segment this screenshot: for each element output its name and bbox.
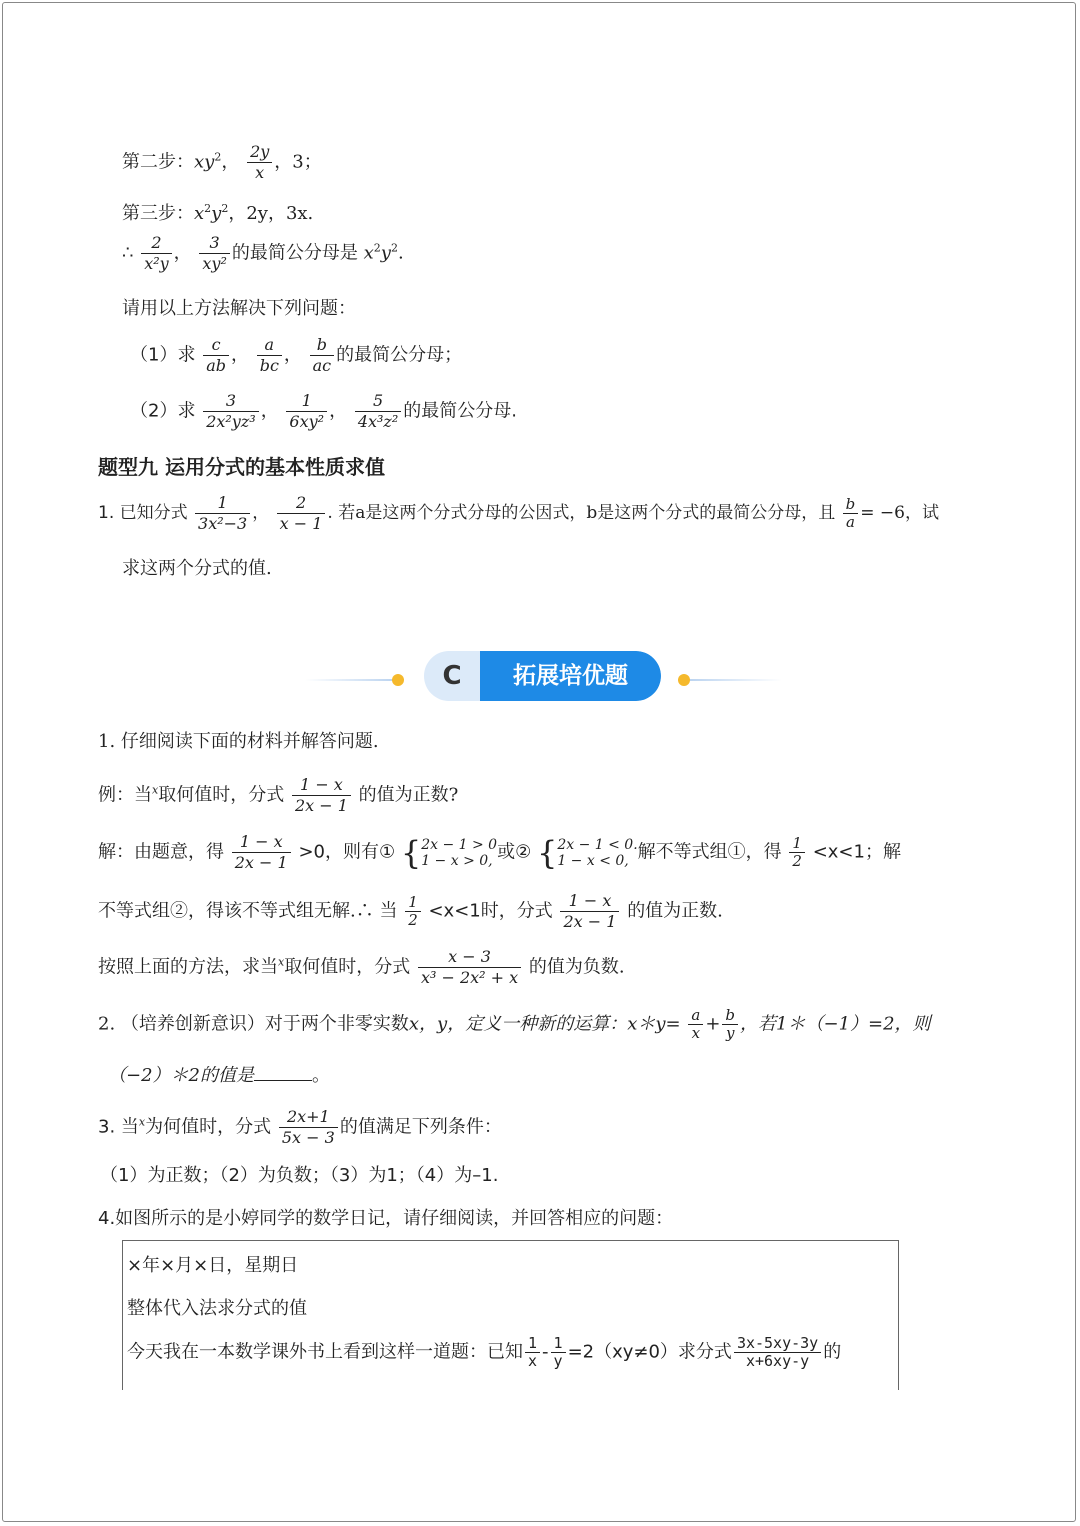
banner-dot-right: [678, 674, 690, 686]
answer-term-b: y: [380, 242, 391, 264]
fraction-numerator: 2x+1: [279, 1107, 338, 1128]
fraction-numerator: 1: [405, 894, 421, 912]
c1-solution: [98, 832, 901, 873]
c2-problem: [98, 1007, 931, 1042]
fraction: [199, 233, 229, 274]
fraction-numerator: a: [688, 1007, 703, 1025]
p9-tail: = −6，试: [860, 503, 939, 523]
fraction-numerator: 5: [355, 391, 401, 412]
fraction-denominator: 2x²yz³: [206, 412, 256, 431]
c3-conditions: （1）为正数；（2）为负数；（3）为1；（4）为–1.: [100, 1165, 499, 1186]
fraction-denominator: bc: [259, 356, 279, 375]
inequality-system-1: [421, 837, 497, 869]
sep: ，: [221, 151, 240, 173]
fraction: [418, 947, 521, 988]
text: ，若1＊（−1）=2，则: [740, 1013, 931, 1035]
sep: ，: [329, 400, 348, 422]
text: 解：由题意，得: [98, 841, 224, 863]
fraction-denominator: y: [725, 1024, 735, 1042]
text: <x<1时，分式: [428, 900, 553, 922]
fraction-numerator: 1 − x: [560, 891, 619, 912]
fraction-denominator: x²y: [144, 254, 169, 273]
ineq: 2x − 1 > 0: [421, 836, 498, 853]
answer-blank[interactable]: [254, 1062, 312, 1081]
text: 。: [312, 1065, 330, 1086]
fraction-denominator: 2: [408, 911, 418, 929]
fraction-numerator: c: [203, 335, 229, 356]
step2-fraction: [247, 142, 272, 183]
text: 的值为正数.: [627, 900, 723, 922]
fraction-numerator: 1: [525, 1335, 540, 1353]
text: （−2）＊2的值是: [108, 1065, 254, 1086]
diary-date: ×年×月×日，星期日: [127, 1255, 299, 1276]
text: x，y，定义一种新的运算：: [408, 1013, 628, 1035]
p9-intro: 1. 已知分式: [98, 503, 188, 523]
c1-example: [98, 775, 458, 816]
banner-line-left: [305, 679, 393, 681]
exp: 2: [204, 202, 212, 215]
fraction: [257, 335, 282, 376]
brace-icon: {: [400, 833, 422, 872]
fraction-denominator: ab: [206, 356, 226, 375]
text: 今天我在一本数学课外书上看到这样一道题：已知: [127, 1341, 523, 1363]
fraction: [277, 493, 326, 534]
fraction-numerator: 3x-5xy-3y: [734, 1335, 821, 1353]
step2-term1-exp: 2: [214, 150, 222, 164]
fraction-numerator: 2y: [247, 142, 272, 163]
text: 取何值时，分式: [284, 956, 411, 978]
fraction-numerator: 1: [195, 493, 250, 514]
c4-intro: 4.如图所示的是小婷同学的数学日记，请仔细阅读，并回答相应的问题：: [98, 1208, 674, 1229]
fraction: [734, 1335, 821, 1370]
brace-icon: {: [536, 833, 558, 872]
text: 为何值时，分式: [145, 1116, 272, 1138]
c1-intro: 1. 仔细阅读下面的材料并解答问题.: [98, 731, 379, 752]
question-1: [130, 335, 462, 376]
banner-dot-left: [392, 674, 404, 686]
p9-mid: . 若a是这两个分式分母的公因式，b是这两个分式的最简公分母，且: [327, 503, 836, 523]
fraction: [195, 493, 250, 534]
fraction-numerator: 1 − x: [292, 775, 351, 796]
fraction-denominator: x: [528, 1352, 538, 1370]
fraction-numerator: 1: [551, 1335, 566, 1353]
fraction-numerator: 2: [277, 493, 326, 514]
text: 的值为负数.: [528, 956, 625, 978]
banner-line-right: [690, 679, 782, 681]
answer-term: x: [363, 242, 374, 264]
var-x: x: [152, 783, 159, 797]
inequality-system-2: [557, 837, 637, 869]
text: -: [542, 1341, 549, 1363]
fraction-numerator: b: [843, 496, 859, 514]
ineq: 1 − x > 0,: [421, 852, 493, 869]
fraction: [551, 1335, 566, 1370]
fraction-denominator: x: [691, 1024, 701, 1042]
therefore-line: [122, 233, 404, 274]
problem-9-1: [98, 493, 939, 534]
fraction-numerator: 3: [199, 233, 229, 254]
sep: ，: [252, 503, 270, 523]
problem-9-1-line2: 求这两个分式的值.: [122, 558, 272, 579]
ineq: 2x − 1 < 0.: [557, 836, 638, 853]
fraction-numerator: b: [310, 335, 335, 356]
q2-label: （2）求: [130, 400, 196, 422]
exp: 2: [390, 241, 398, 255]
question-2: [130, 391, 517, 432]
q1-tail: 的最简公分母；: [336, 344, 463, 366]
fraction-half: [789, 835, 805, 870]
fraction-denominator: y: [553, 1352, 563, 1370]
fraction: [843, 496, 859, 531]
fraction-denominator: ac: [312, 356, 332, 375]
fraction-numerator: 2: [141, 233, 171, 254]
step3-label: 第三步：: [122, 203, 194, 224]
fraction-denominator: 6xy²: [289, 412, 325, 431]
text: 按照上面的方法，求当: [98, 956, 278, 978]
text: 的: [823, 1341, 842, 1363]
fraction: [722, 1007, 738, 1042]
step2-label: 第二步：: [122, 151, 194, 173]
fraction-denominator: x: [255, 163, 265, 182]
fraction: [141, 233, 171, 274]
sep: ，: [274, 151, 293, 173]
step3-term-b: y: [211, 203, 222, 224]
text: 例：当: [98, 784, 152, 806]
fraction-denominator: 2x − 1: [234, 853, 288, 872]
var-x: x: [278, 955, 285, 969]
fraction-denominator: xy²: [202, 254, 227, 273]
fraction-denominator: 5x − 3: [281, 1128, 335, 1147]
c3-problem: [98, 1107, 502, 1148]
diary-box: [122, 1240, 899, 1390]
text: 取何值时，分式: [158, 784, 285, 806]
text: >0，则有①: [298, 841, 396, 863]
fraction: [279, 1107, 338, 1148]
fraction-numerator: b: [722, 1007, 738, 1025]
text: 的值满足下列条件：: [339, 1116, 502, 1138]
therefore-symbol: ∴: [122, 242, 134, 264]
c1-solution-line3: [98, 891, 723, 932]
text: 解不等式组①，得: [637, 841, 782, 863]
fraction-half: [405, 894, 421, 929]
c2-line2: [108, 1062, 330, 1088]
fraction-denominator: x − 1: [279, 514, 323, 533]
q1-label: （1）求: [130, 344, 196, 366]
text: 的值为正数?: [358, 784, 459, 806]
sep: ，: [260, 400, 279, 422]
sep: ，: [283, 344, 302, 366]
fraction-numerator: 1 − x: [232, 832, 291, 853]
exp: 2: [373, 241, 381, 255]
sep: ，: [173, 242, 192, 264]
step3-line: [122, 197, 313, 226]
fraction: [560, 891, 619, 932]
diary-topic: 整体代入法求分式的值: [127, 1298, 307, 1319]
fraction: [203, 335, 229, 376]
period: .: [397, 242, 404, 264]
fraction-numerator: 3: [203, 391, 259, 412]
fraction-denominator: 4x³z²: [357, 412, 399, 431]
section-heading: 题型九 运用分式的基本性质求值: [98, 455, 385, 479]
fraction-denominator: a: [845, 513, 855, 531]
banner-letter: C: [442, 661, 462, 691]
c1-task: [98, 947, 625, 988]
text: 或②: [497, 841, 532, 863]
fraction-numerator: 1: [789, 835, 805, 853]
instruction-text: 请用以上方法解决下列问题：: [122, 298, 356, 319]
text: <x<1；解: [812, 841, 901, 863]
q2-tail: 的最简公分母.: [403, 400, 518, 422]
step3-term: x: [194, 203, 205, 224]
fraction-denominator: x+6xy-y: [745, 1352, 810, 1370]
fraction-denominator: 2: [792, 852, 802, 870]
fraction-denominator: 2x − 1: [294, 796, 348, 815]
diary-text: [127, 1335, 841, 1370]
step3-rest: ，2y，3x.: [228, 203, 314, 224]
fraction: [525, 1335, 540, 1370]
step2-term1: xy: [194, 151, 215, 173]
fraction: [286, 391, 327, 432]
fraction: [203, 391, 259, 432]
text: +: [705, 1013, 721, 1035]
text: =2（xy≠0）求分式: [567, 1341, 732, 1363]
fraction: [688, 1007, 703, 1042]
text: x＊y=: [627, 1013, 681, 1035]
fraction: [232, 832, 291, 873]
banner-title: 拓展培优题: [480, 651, 661, 701]
step2-line: [122, 142, 322, 183]
step2-term3: 3；: [292, 151, 322, 173]
fraction-denominator: 2x − 1: [563, 912, 617, 931]
ineq: 1 − x < 0,: [557, 852, 629, 869]
section-banner: [424, 651, 661, 701]
therefore-text: 的最简公分母是: [231, 242, 358, 264]
var-x: x: [138, 1115, 146, 1129]
fraction-numerator: a: [257, 335, 282, 356]
fraction: [292, 775, 351, 816]
fraction-denominator: 3x²−3: [198, 514, 248, 533]
text: 不等式组②，得该不等式组无解.∴ 当: [98, 900, 398, 922]
text: 3. 当: [98, 1116, 139, 1138]
fraction-numerator: x − 3: [418, 947, 521, 968]
fraction-numerator: 1: [286, 391, 327, 412]
fraction: [355, 391, 401, 432]
text: 2. （培养创新意识）对于两个非零实数: [98, 1013, 409, 1035]
exp: 2: [221, 202, 229, 215]
fraction-denominator: x³ − 2x² + x: [420, 968, 519, 987]
sep: ，: [230, 344, 249, 366]
fraction: [310, 335, 335, 376]
